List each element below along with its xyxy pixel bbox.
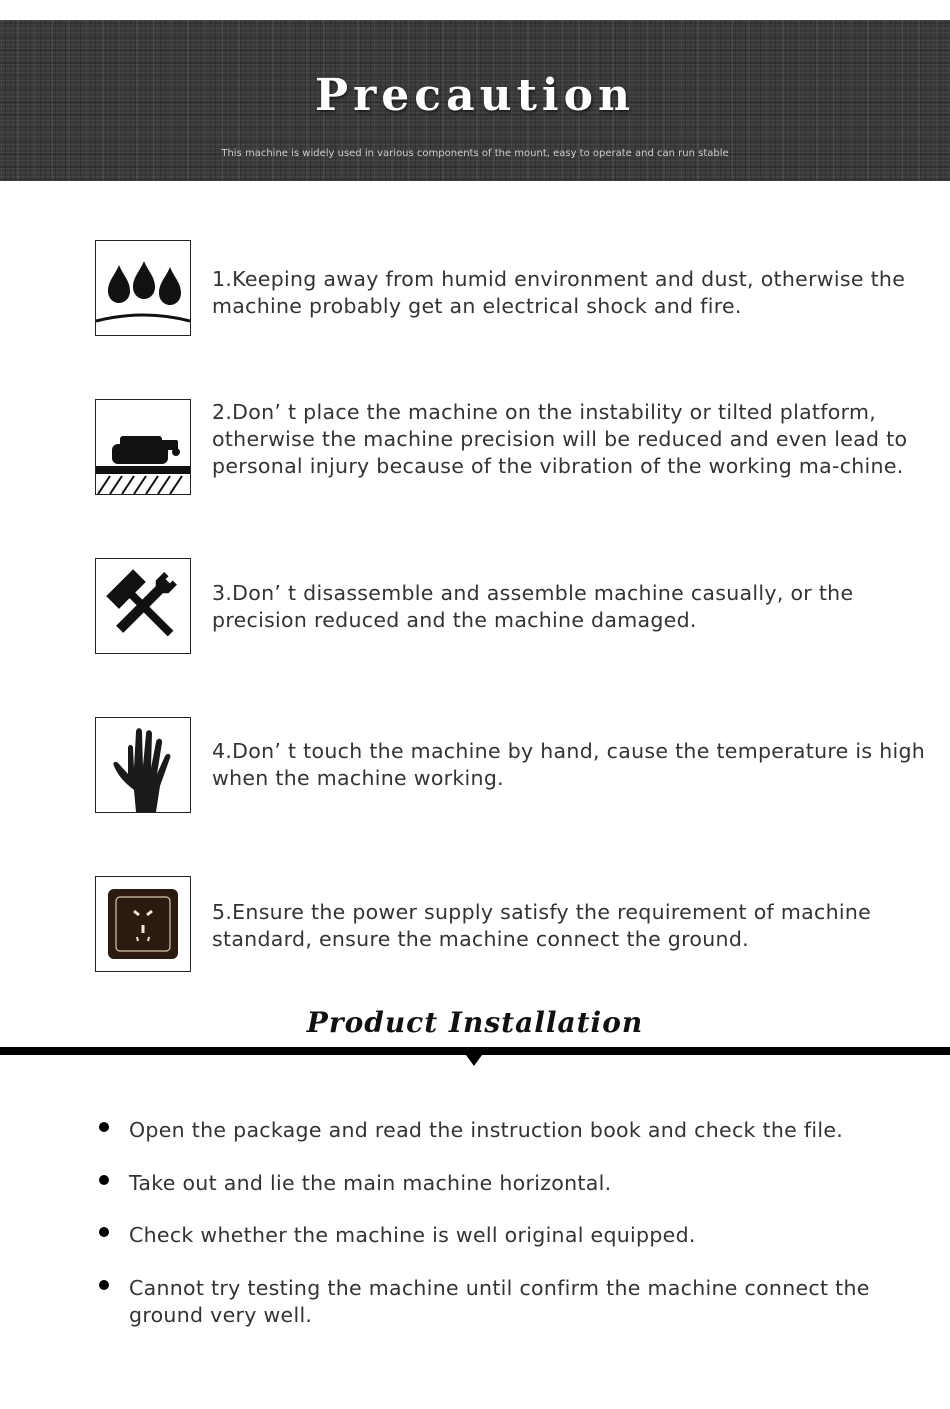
precaution-1-text: 1.Keeping away from humid environment and dust, otherwise the machine probably get an electrical shock and fire. <box>212 267 906 318</box>
power-socket-icon <box>95 876 191 972</box>
page-title: Precaution <box>315 70 635 121</box>
tilted-platform-icon <box>95 399 191 495</box>
bullet-icon <box>99 1280 109 1290</box>
tools-icon <box>95 558 191 654</box>
precaution-3-text: 3.Don’ t disassemble and assemble machine casually, or the precision reduced and the machine damaged. <box>212 581 854 632</box>
divider-arrow-icon <box>466 1055 482 1066</box>
bullet-icon <box>99 1122 109 1132</box>
section-divider <box>0 1047 950 1055</box>
bullet-icon <box>99 1175 109 1185</box>
installation-item-4: Cannot try testing the machine until confirm the machine connect the ground very well. <box>129 1276 870 1327</box>
precaution-4-text: 4.Don’ t touch the machine by hand, cause the temperature is high when the machine working. <box>212 739 926 790</box>
section-title: Product Installation <box>306 1006 644 1039</box>
page-subtitle: This machine is widely used in various components of the mount, easy to operate and can run stable <box>221 148 729 159</box>
bullet-icon <box>99 1227 109 1237</box>
installation-item-1: Open the package and read the instruction book and check the file. <box>129 1118 844 1142</box>
installation-item-3: Check whether the machine is well original equipped. <box>129 1223 696 1247</box>
header-banner <box>0 20 950 181</box>
water-drops-icon <box>95 240 191 336</box>
installation-item-2: Take out and lie the main machine horizontal. <box>129 1171 612 1195</box>
hand-icon <box>95 717 191 813</box>
precaution-5-text: 5.Ensure the power supply satisfy the requirement of machine standard, ensure the machine connect the ground. <box>212 900 872 951</box>
precaution-2-text: 2.Don’ t place the machine on the instability or tilted platform, otherwise the machine precision will be reduced and even lead to personal injury because of the vibration of the working ma-chine. <box>212 400 908 478</box>
